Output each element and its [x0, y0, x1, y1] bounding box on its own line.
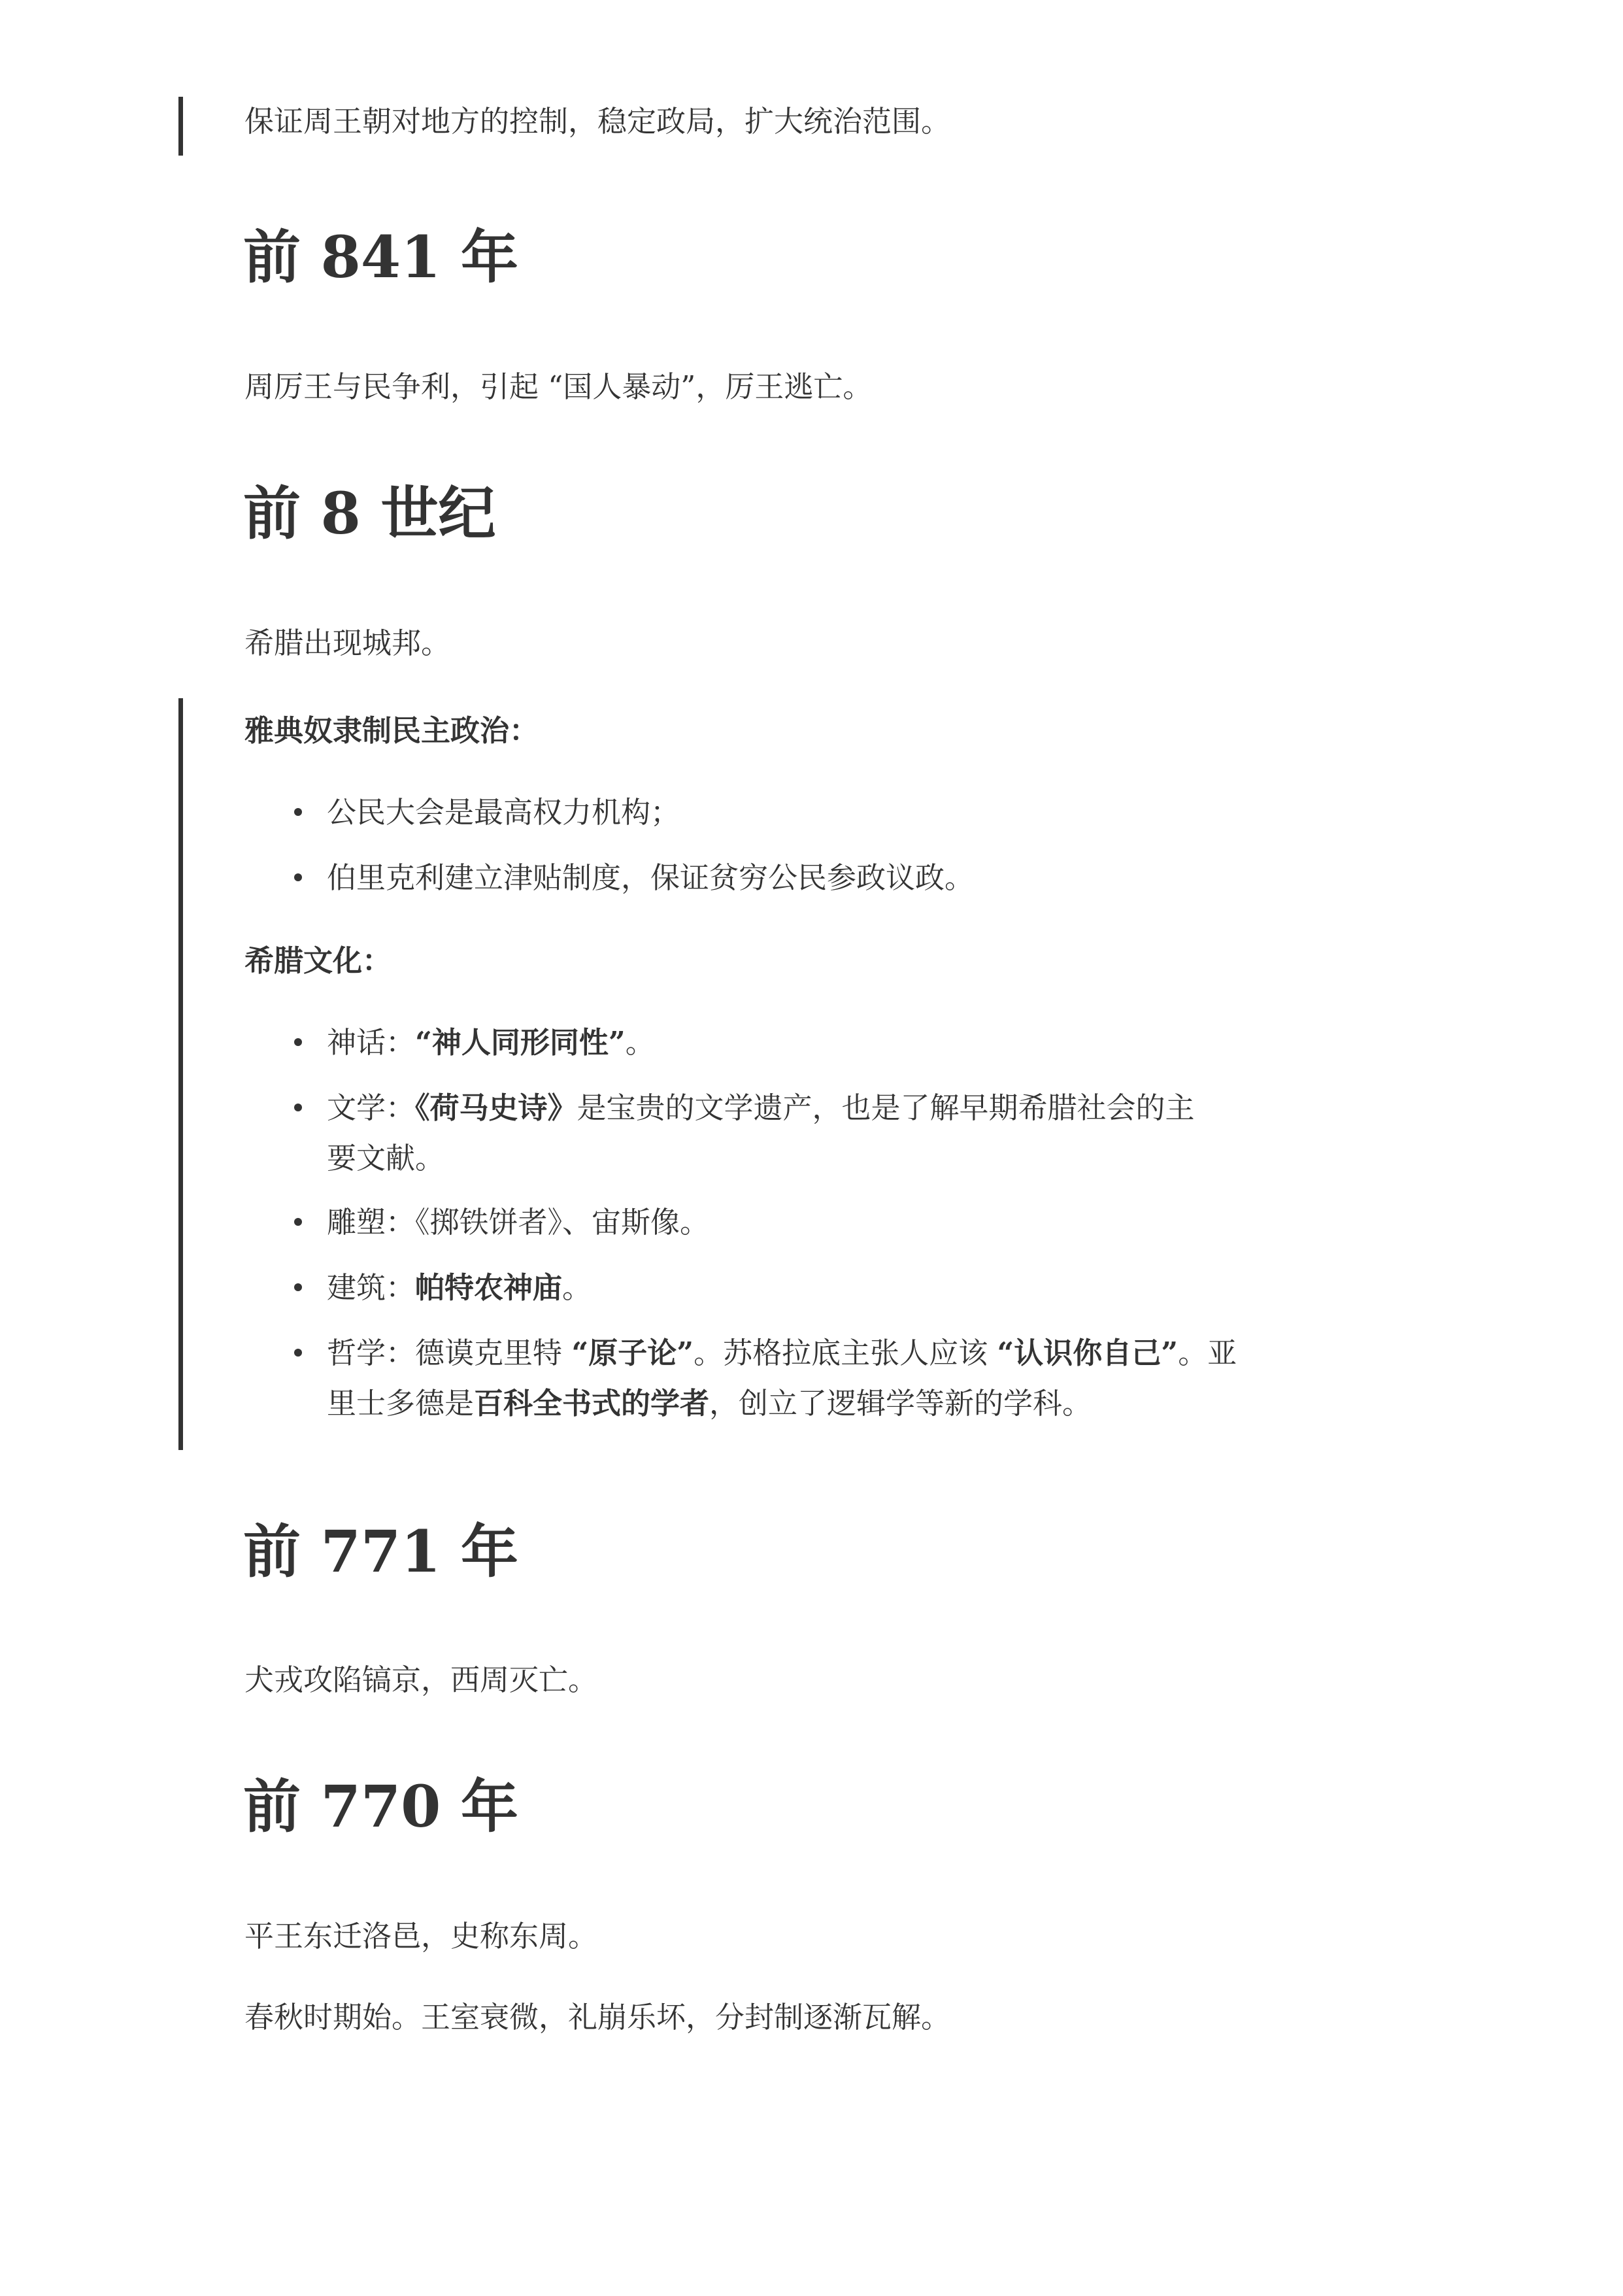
culture-item-phil [327, 1328, 1333, 1428]
lit-line2: 要文献。 [327, 1141, 445, 1175]
quote-text: 保证周王朝对地方的控制，稳定政局，扩大统治范围。 [244, 104, 951, 139]
myth-prefix: 神话： [327, 1025, 416, 1060]
para-770-1: 平王东迁洛邑，史称东周。 [244, 1919, 598, 1953]
bullet [294, 1104, 302, 1111]
myth-bold: “神人同形同性” [415, 1025, 626, 1060]
lit-rest: 是宝贵的文学遗产，也是了解早期希腊社会的主 [577, 1090, 1195, 1125]
para-770-2: 春秋时期始。王室衰微，礼崩乐坏，分封制逐渐瓦解。 [244, 2000, 951, 2034]
athens-item-1: 公民大会是最高权力机构； [327, 795, 680, 830]
phil-prefix: 哲学：德谟克里特 [327, 1336, 572, 1370]
para-8th-century: 希腊出现城邦。 [244, 626, 451, 660]
phil-end: 。亚 [1178, 1336, 1237, 1370]
phil-bold-3: 百科全书式的学者 [474, 1386, 710, 1421]
culture-item-lit [327, 1083, 1333, 1183]
lit-prefix: 文学： [327, 1090, 416, 1125]
bullet [294, 873, 302, 881]
arch-prefix: 建筑： [327, 1270, 416, 1305]
arch-bold: 帕特农神庙 [415, 1270, 563, 1305]
para-771: 犬戎攻陷镐京，西周灭亡。 [244, 1663, 598, 1697]
culture-title: 希腊文化： [244, 943, 392, 978]
phil-bold-2: “认识你自己” [997, 1336, 1179, 1370]
culture-item-myth [327, 1017, 1333, 1068]
athens-item-2: 伯里克利建立津贴制度，保证贫穷公民参政议政。 [327, 860, 975, 895]
culture-item-arch [327, 1262, 1333, 1313]
heading-771: 前 771 年 [243, 1517, 518, 1585]
blockquote-bar [178, 97, 183, 156]
bullet [294, 808, 302, 816]
phil-mid: 。苏格拉底主张人应该 [694, 1336, 997, 1370]
heading-8th-century: 前 8 世纪 [243, 479, 496, 547]
culture-item-sculpture: 雕塑：《掷铁饼者》、宙斯像。 [327, 1205, 710, 1240]
phil-line2-prefix: 里士多德是 [327, 1386, 475, 1421]
heading-770: 前 770 年 [243, 1772, 518, 1840]
heading-841: 前 841 年 [243, 223, 518, 291]
myth-suffix: 。 [625, 1025, 655, 1060]
phil-line2-suffix: ，创立了逻辑学等新的学科。 [709, 1386, 1092, 1421]
para-841: 周厉王与民争利，引起 “国人暴动”，厉王逃亡。 [244, 369, 873, 404]
phil-bold-1: “原子论” [571, 1336, 694, 1370]
athens-title: 雅典奴隶制民主政治： [244, 713, 539, 748]
arch-suffix: 。 [562, 1270, 592, 1305]
blockquote-bar [178, 698, 183, 1450]
bullet [294, 1218, 302, 1226]
bullet [294, 1349, 302, 1357]
lit-bold: 《荷马史诗》 [415, 1090, 577, 1125]
bullet [294, 1283, 302, 1291]
bullet [294, 1038, 302, 1046]
